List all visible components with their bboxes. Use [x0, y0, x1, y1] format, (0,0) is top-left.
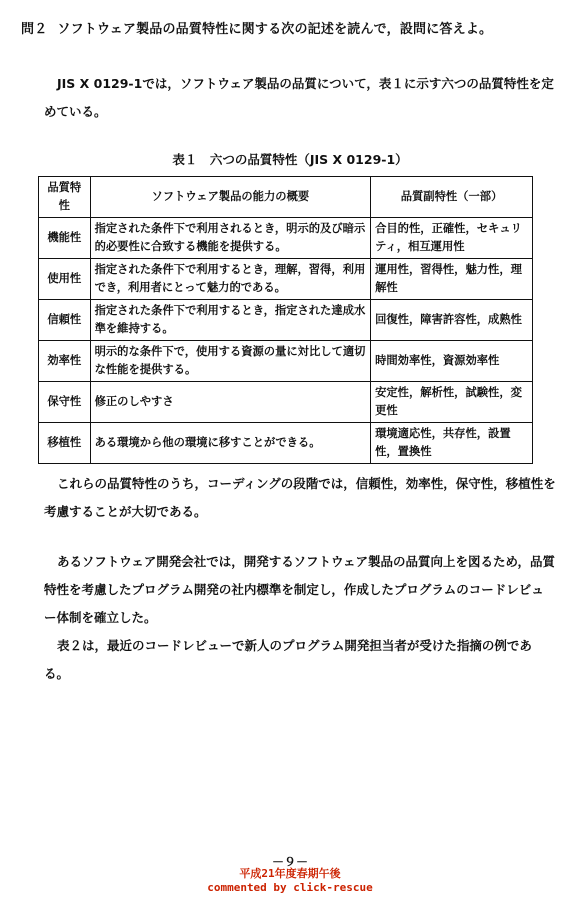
credit-text: commented by click-rescue	[207, 881, 373, 894]
footer-annotation	[0, 867, 580, 895]
table-row	[39, 341, 533, 382]
table-row	[39, 382, 533, 423]
question-text: ソフトウェア製品の品質特性に関する次の記述を読んで，設問に答えよ。	[57, 22, 493, 37]
table2-text: 表２は，最近のコードレビューで新人のプログラム開発担当者が受けた指摘の例である。	[44, 638, 532, 681]
characteristic-name: 保守性	[39, 382, 91, 423]
characteristic-name: 使用性	[39, 259, 91, 300]
quality-characteristics-table	[38, 176, 533, 464]
characteristic-sub: 回復性，障害許容性，成熟性	[371, 300, 533, 341]
exam-session: 平成21年度春期午後	[239, 867, 341, 880]
intro-paragraph	[44, 70, 556, 126]
characteristic-summary: ある環境から他の環境に移すことができる。	[90, 423, 371, 464]
table-row	[39, 423, 533, 464]
coding-paragraph	[44, 470, 556, 526]
question-heading	[21, 18, 566, 37]
question-number: 問２	[21, 22, 48, 37]
characteristic-sub: 時間効率性，資源効率性	[371, 341, 533, 382]
characteristic-sub: 環境適応性，共存性，設置性，置換性	[371, 423, 533, 464]
characteristic-summary: 指定された条件下で利用するとき，指定された達成水準を維持する。	[90, 300, 371, 341]
characteristic-name: 信頼性	[39, 300, 91, 341]
characteristic-sub: 安定性，解析性，試験性，変更性	[371, 382, 533, 423]
characteristic-summary: 指定された条件下で利用するとき，理解，習得，利用でき，利用者にとって魅力的である。	[90, 259, 371, 300]
characteristic-name: 効率性	[39, 341, 91, 382]
table-header-row	[39, 177, 533, 218]
header-subcharacteristics: 品質副特性（一部）	[371, 177, 533, 218]
characteristic-name: 移植性	[39, 423, 91, 464]
page-number: －９－	[271, 855, 308, 869]
company-paragraph	[44, 548, 556, 688]
intro-text: JIS X 0129-1では，ソフトウェア製品の品質について，表１に示す六つの品質特性を定めている。	[44, 76, 554, 119]
characteristic-name: 機能性	[39, 218, 91, 259]
table-row	[39, 300, 533, 341]
characteristic-summary: 指定された条件下で利用されるとき，明示的及び暗示的必要性に合致する機能を提供する。	[90, 218, 371, 259]
company-text: あるソフトウェア開発会社では，開発するソフトウェア製品の品質向上を図るため，品質特性を考慮したプログラム開発の社内標準を制定し，作成したプログラムのコードレビュー体制を確立した。	[44, 554, 556, 625]
table-row	[39, 218, 533, 259]
header-summary: ソフトウェア製品の能力の概要	[90, 177, 371, 218]
table-caption: 表１ 六つの品質特性（JIS X 0129-1）	[172, 152, 408, 167]
header-characteristic: 品質特性	[39, 177, 91, 218]
characteristic-summary: 修正のしやすさ	[90, 382, 371, 423]
table-row	[39, 259, 533, 300]
coding-text: これらの品質特性のうち，コーディングの段階では，信頼性，効率性，保守性，移植性を考慮することが大切である。	[44, 476, 556, 519]
characteristic-sub: 運用性，習得性，魅力性，理解性	[371, 259, 533, 300]
characteristic-sub: 合目的性，正確性，セキュリティ，相互運用性	[371, 218, 533, 259]
characteristic-summary: 明示的な条件下で，使用する資源の量に対比して適切な性能を提供する。	[90, 341, 371, 382]
